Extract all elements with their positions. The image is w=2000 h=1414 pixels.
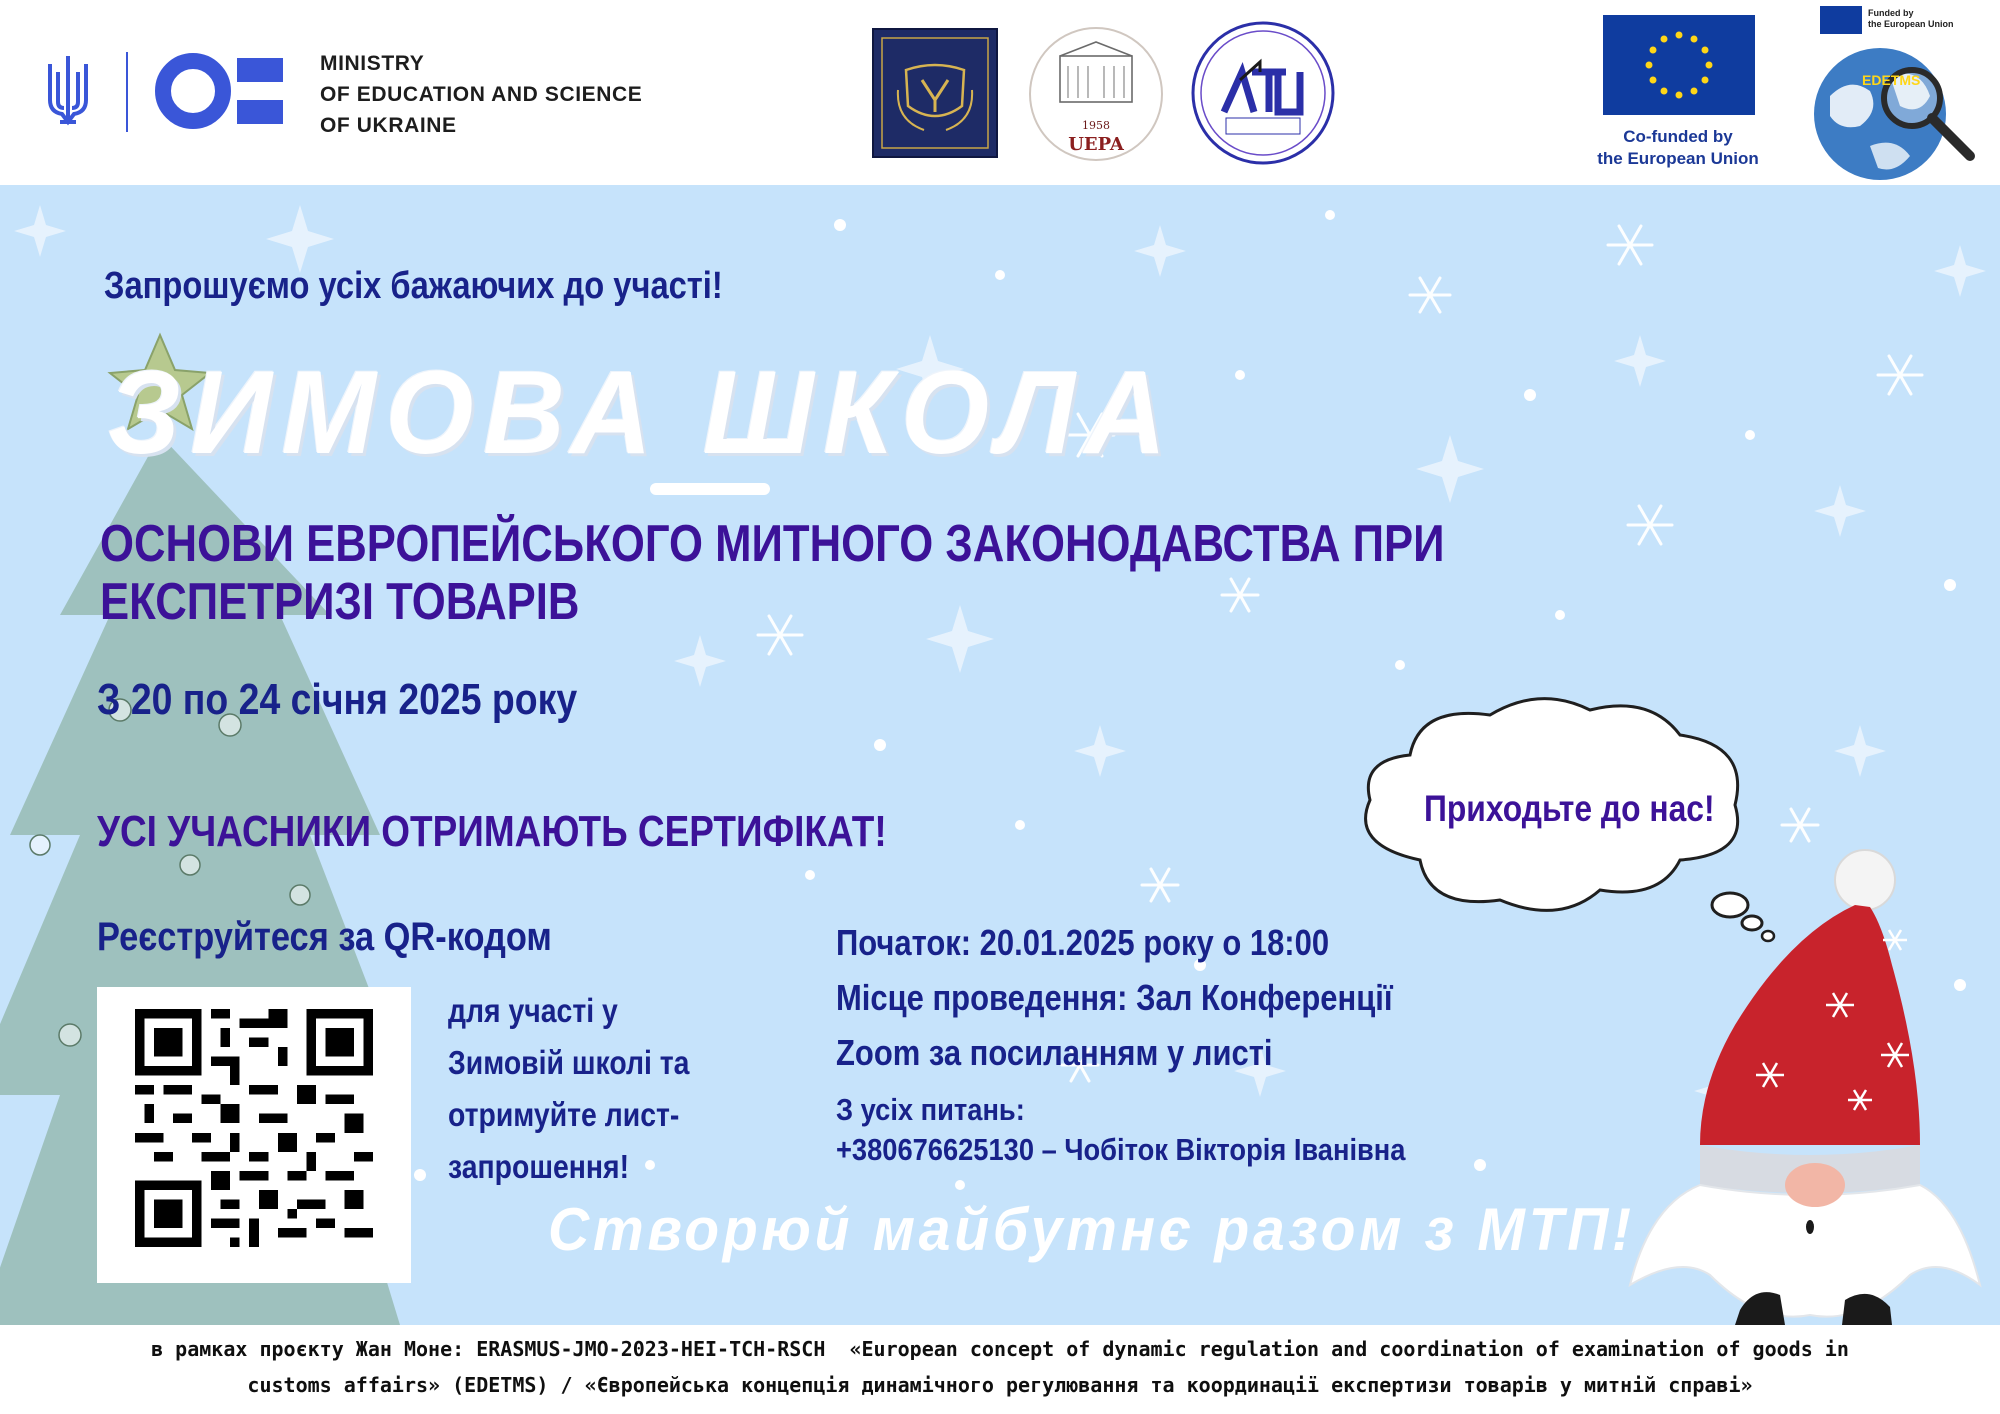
contact-phone: +380676625130 – Чобіток Вікторія Іванівна: [836, 1132, 1406, 1167]
participation-instructions: для участі у Зимовій школі та отримуйте лист- запрошення!: [448, 992, 690, 1185]
start-time: Початок: 20.01.2025 року о 18:00: [836, 922, 1330, 963]
trident-icon: [40, 52, 96, 132]
course-title: ОСНОВИ ЕВРОПЕЙСЬКОГО МИТНОГО ЗАКОНОДАВСТВА ПРИ ЕКСПЕТРИЗІ ТОВАРІВ: [100, 515, 1445, 631]
ministry-name: MINISTRY OF EDUCATION AND SCIENCE OF UKRAINE: [320, 52, 643, 137]
invite-headline: Запрошуємо усіх бажаючих до участі!: [104, 265, 723, 307]
event-details: [836, 915, 1393, 1080]
eu-flag-small: [1820, 6, 1862, 34]
registration-qr-code[interactable]: [97, 987, 411, 1283]
venue-line: Місце проведення: Зал Конференції: [836, 977, 1393, 1018]
winter-school-title: ЗИМОВА ШКОЛА: [108, 347, 1177, 479]
event-dates: З 20 по 24 січня 2025 року: [97, 675, 578, 724]
svg-text:1958: 1958: [1082, 119, 1110, 132]
mon-logo: [155, 48, 295, 134]
questions-label: З усіх питань:: [836, 1092, 1025, 1127]
header-bar: [0, 0, 2000, 185]
certificate-note: УСІ УЧАСНИКИ ОТРИМАЮТЬ СЕРТИФІКАТ!: [97, 807, 887, 856]
title-underline: [650, 483, 770, 495]
globe-magnifier-icon: [1800, 36, 1990, 186]
register-prompt: Реєструйтеся за QR-кодом: [97, 915, 552, 959]
project-description: в рамках проєкту Жан Моне: ERASMUS-JMO-2023-HEI-TCH-RSCH «European concept of dynamic regulation and coordination of examination of goods in customs affairs» (EDETMS) / «Європейська концепція динамічного регулювання та координації експертизи товарів у митній справі»: [151, 1337, 1849, 1397]
karazin-university-logo: [872, 28, 998, 158]
qr-code-icon: [135, 1009, 373, 1247]
mtp-department-logo: [1190, 20, 1336, 166]
header-divider: [126, 52, 128, 132]
svg-text:UEPA: UEPA: [1068, 134, 1124, 155]
edetms-globe-logo: [1800, 6, 1990, 186]
project-footer: [0, 1325, 2000, 1414]
edetms-badge: EDETMS: [1862, 72, 1921, 88]
gnome-illustration: [1620, 845, 1990, 1325]
zoom-note: Zoom за посиланням у листі: [836, 1032, 1273, 1073]
funded-by-eu-label: Funded by the European Union: [1868, 8, 1954, 29]
eu-flag-logo: [1603, 15, 1755, 115]
cloud-message: Приходьте до нас!: [1424, 788, 1715, 829]
winter-poster-area: [0, 185, 2000, 1325]
uepa-logo: [1024, 22, 1168, 166]
slogan: Створюй майбутнє разом з МТП!: [548, 1196, 1635, 1263]
contact-info: [836, 1090, 1405, 1170]
cofunded-eu-label: Co-funded by the European Union: [1597, 127, 1759, 168]
